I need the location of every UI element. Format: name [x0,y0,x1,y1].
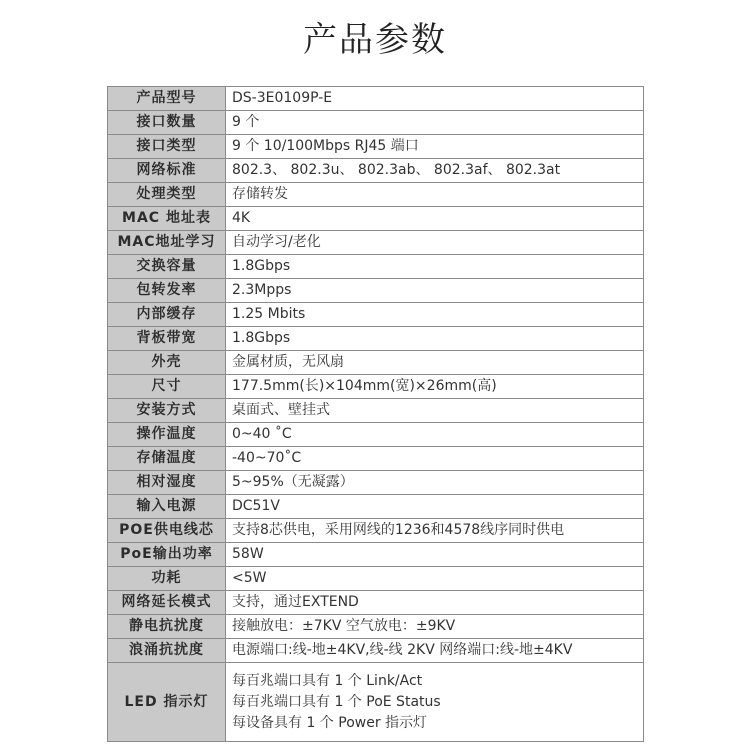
table-row [108,567,644,591]
spec-value: -40~70˚C [226,447,644,471]
table-row [108,543,644,567]
spec-label: PoE输出功率 [108,543,226,567]
spec-label: 外壳 [108,351,226,375]
spec-table [107,86,644,742]
spec-value: 9 个 [226,111,644,135]
spec-label: 浪涌抗扰度 [108,639,226,663]
spec-value: DS-3E0109P-E [226,87,644,111]
led-line-2: 每百兆端口具有 1 个 PoE Status [232,693,441,710]
spec-label: 产品型号 [108,87,226,111]
spec-label: 包转发率 [108,279,226,303]
spec-label: 接口数量 [108,111,226,135]
spec-value: <5W [226,567,644,591]
table-row [108,207,644,231]
table-row [108,471,644,495]
spec-label: 存储温度 [108,447,226,471]
spec-label: 安装方式 [108,399,226,423]
spec-label: 相对湿度 [108,471,226,495]
spec-value: 支持，通过EXTEND [226,591,644,615]
spec-value: 4K [226,207,644,231]
table-row [108,303,644,327]
spec-value: 58W [226,543,644,567]
led-line-1: 每百兆端口具有 1 个 Link/Act [232,672,423,689]
spec-value: 0~40 ˚C [226,423,644,447]
spec-label: MAC地址学习 [108,231,226,255]
spec-value: 1.25 Mbits [226,303,644,327]
table-row [108,351,644,375]
table-row [108,279,644,303]
spec-label: 交换容量 [108,255,226,279]
spec-label: 网络延长模式 [108,591,226,615]
spec-value: DC51V [226,495,644,519]
spec-label: 尺寸 [108,375,226,399]
spec-value: 电源端口:线-地±4KV,线-线 2KV 网络端口:线-地±4KV [226,639,644,663]
spec-label: 接口类型 [108,135,226,159]
spec-value: 自动学习/老化 [226,231,644,255]
table-row-led [108,663,644,742]
spec-value: 接触放电：±7KV 空气放电：±9KV [226,615,644,639]
table-row [108,591,644,615]
spec-value: 金属材质，无风扇 [226,351,644,375]
table-row [108,519,644,543]
spec-table-body [108,87,644,742]
page-title: 产品参数 [303,20,447,60]
led-line-3: 每设备具有 1 个 Power 指示灯 [232,714,428,731]
table-row [108,135,644,159]
table-row [108,399,644,423]
table-row [108,447,644,471]
spec-value: 802.3、 802.3u、 802.3ab、 802.3af、 802.3at [226,159,644,183]
table-row [108,111,644,135]
spec-value: 1.8Gbps [226,255,644,279]
spec-value: 177.5mm(长)×104mm(宽)×26mm(高) [226,375,644,399]
table-row [108,423,644,447]
table-row [108,375,644,399]
spec-label: 功耗 [108,567,226,591]
spec-value: 1.8Gbps [226,327,644,351]
table-row [108,639,644,663]
table-row [108,495,644,519]
spec-label: 静电抗扰度 [108,615,226,639]
spec-label: POE供电线芯 [108,519,226,543]
spec-value: 支持8芯供电，采用网线的1236和4578线序同时供电 [226,519,644,543]
spec-value-led [226,663,644,742]
spec-value: 存储转发 [226,183,644,207]
spec-label: 内部缓存 [108,303,226,327]
table-row [108,231,644,255]
spec-label: 操作温度 [108,423,226,447]
table-row [108,615,644,639]
table-row [108,255,644,279]
spec-value: 9 个 10/100Mbps RJ45 端口 [226,135,644,159]
table-row [108,327,644,351]
spec-label-led: LED 指示灯 [108,663,226,742]
spec-label: 网络标准 [108,159,226,183]
spec-label: 处理类型 [108,183,226,207]
table-row [108,87,644,111]
spec-label: 背板带宽 [108,327,226,351]
spec-value: 桌面式、壁挂式 [226,399,644,423]
spec-value: 5~95%（无凝露） [226,471,644,495]
spec-label: 输入电源 [108,495,226,519]
spec-label: MAC 地址表 [108,207,226,231]
table-row [108,159,644,183]
table-row [108,183,644,207]
spec-value: 2.3Mpps [226,279,644,303]
